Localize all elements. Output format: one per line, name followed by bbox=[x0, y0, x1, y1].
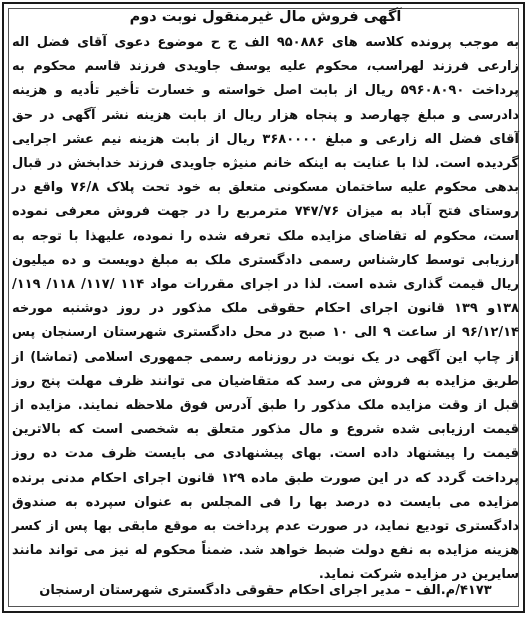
notice-signature: ۴۱۷۳/م.الف – مدیر اجرای احکام حقوقی دادگستری شهرستان ارسنجان bbox=[39, 583, 492, 598]
notice-title: آگهی فروش مال غیرمنقول نوبت دوم bbox=[129, 9, 402, 25]
notice-body: به موجب پرونده کلاسه های ۹۵۰۸۸۶ الف ج ح موضوع دعوی آقای فضل اله زارعی فرزند لهراسب، محکوم علیه یوسف جاویدی فرزند قاسم محکوم به پرداخت ۵۹۶۰۸۰۹۰ ریال از بابت اصل خواسته و خسارت تأخیر تأدیه و هزینه دادرسی و مبلغ چهارصد و پنجاه هزار ریال از بابت هزینه نشر آگهی در حق آقای فضل اله زارعی و مبلغ ۳۶۸۰۰۰۰ ریال از بابت هزینه نیم عشر اجرایی گردیده است. لذا با عنایت به اینکه خانم منیژه جاویدی فرزند خدابخش در قبال بدهی محکوم علیه ساختمان مسکونی متعلق به خود تحت پلاک ۷۶/۸ واقع در روستای فتح آباد به میزان ۷۴۷/۷۶ مترمربع را در جهت فروش معرفی نموده است، محکوم له تقاضای مزایده ملک تعرفه شده را نموده، علیهذا با توجه به ارزیابی توسط کارشناس رسمی دادگستری ملک به مبلغ دویست و ده میلیون ریال قیمت گذاری شده است. لذا در اجرای مقررات مواد ۱۱۴ /۱۱۷/ ۱۱۸/ ۱۱۹/ ۱۳۸و ۱۳۹ قانون اجرای احکام حقوقی ملک مذکور در روز دوشنبه مورخه ۹۶/۱۲/۱۴ از ساعت ۹ الی ۱۰ صبح در محل دادگستری شهرستان ارسنجان پس از چاپ این آگهی در یک نوبت در روزنامه رسمی جمهوری اسلامی (تماشا) از طریق مزایده به فروش می رسد که متقاضیان می توانند ظرف مهلت پنج روز قبل از وقت مزایده ملک مذکور را طبق آدرس فوق ملاحظه نمایند. مزایده از قیمت ارزیابی شده شروع و مال مذکور متعلق به شخصی است که بالاترین قیمت را پیشنهاد داده است. بهای پیشنهادی می بایست ظرف مدت ده روز پرداخت گردد که در این صورت طبق ماده ۱۲۹ قانون اجرای احکام مدنی برنده مزایده می بایست ده درصد بها را فی المجلس به عنوان سپرده به صندوق دادگستری تودیع نماید، در صورت عدم پرداخت به موقع مابقی بها پس از کسر هزینه مزایده به نفع دولت ضبط خواهد شد. ضمناً محکوم له نیز می تواند مانند سایرین در مزایده شرکت نماید. bbox=[12, 35, 519, 583]
